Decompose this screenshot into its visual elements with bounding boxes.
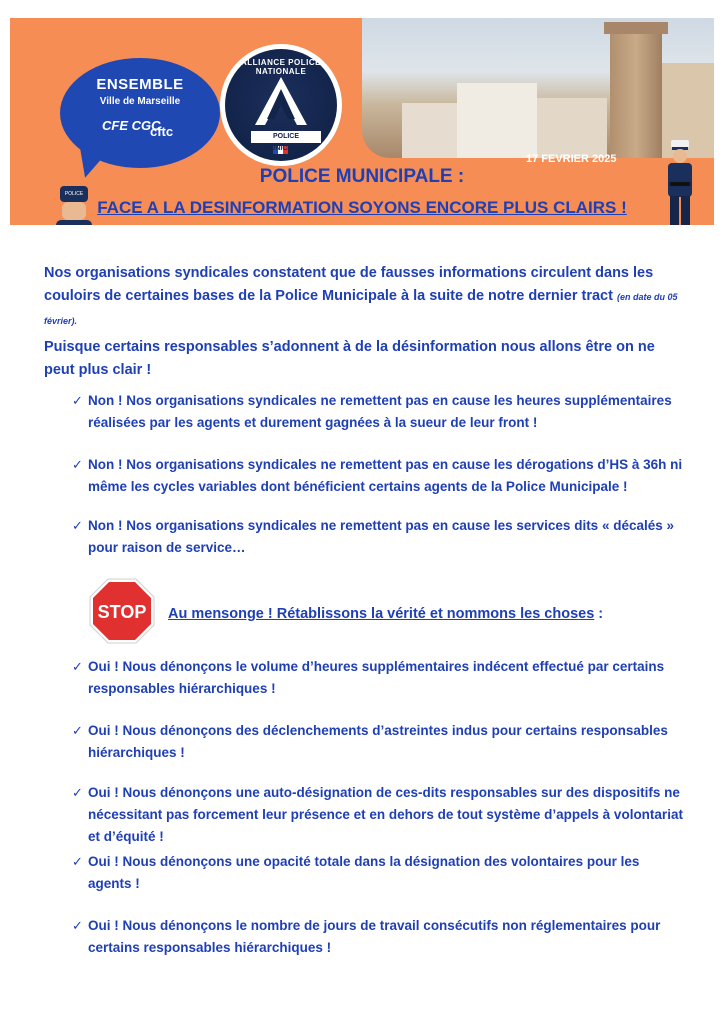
intro-text-1: Nos organisations syndicales constatent que de fausses informations circulent dans les couloirs de certaines bases de la Police Municipale à la suite de notre dernier tract	[44, 265, 654, 304]
cfe-cgc-logo: CFE CGC	[102, 118, 161, 133]
marseille-photo	[362, 18, 714, 158]
list-item-text: Oui ! Nous dénonçons le nombre de jours de travail consécutifs non réglementaires pour certains responsables hiérarchiques !	[88, 918, 661, 955]
fort-tower	[610, 30, 662, 158]
stop-heading-text: Au mensonge ! Rétablissons la vérité et nommons les choses	[168, 606, 595, 622]
check-icon: ✓	[72, 785, 83, 800]
list-item-text: Oui ! Nous dénonçons le volume d’heures supplémentaires indécent effectué par certains responsables hiérarchiques !	[88, 659, 665, 696]
police-officer-icon	[660, 140, 700, 225]
check-icon: ✓	[72, 918, 83, 933]
cftc-logo: cftc	[150, 124, 174, 139]
page-subtitle: FACE A LA DESINFORMATION SOYONS ENCORE PLUS CLAIRS !	[97, 198, 627, 217]
check-icon: ✓	[72, 659, 83, 674]
header-banner	[10, 18, 714, 225]
ensemble-bubble	[60, 58, 220, 168]
list-item-text: Oui ! Nous dénonçons des déclenchements d’astreintes indus pour certains responsables hiérarchiques !	[88, 723, 668, 760]
intro-paragraph-2: Puisque certains responsables s’adonnent à de la désinformation nous allons être on ne peut plus clair !	[44, 339, 655, 378]
check-icon: ✓	[72, 457, 83, 472]
list-item-text: Oui ! Nous dénonçons une opacité totale dans la désignation des volontaires pour les agents !	[88, 854, 640, 891]
intro-date-note: (en date du 05 février).	[44, 292, 678, 326]
stop-heading-colon: :	[594, 606, 604, 622]
bubble-title: ENSEMBLE	[96, 76, 184, 93]
alliance-badge	[220, 44, 342, 166]
page-title: POLICE MUNICIPALE :	[259, 166, 465, 187]
check-icon: ✓	[72, 518, 83, 533]
badge-ring-text: ALLIANCE POLICE NATIONALE	[241, 58, 321, 76]
stop-sign-text: STOP	[97, 602, 147, 622]
badge-label: POLICE MUNICIPALE	[251, 131, 321, 143]
list-item-text: Oui ! Nous dénonçons une auto-désignation de ces-dits responsables sur des dispositifs ne nécessitant pas forcement leur présence et en dehors de tout système d’appels à volontariat et d’équité !	[88, 785, 683, 844]
stop-heading	[168, 606, 603, 622]
date-label: 17 FEVRIER 2025	[526, 153, 617, 165]
list-item-text: Non ! Nos organisations syndicales ne remettent pas en cause les dérogations d’HS à 36h ni même les cycles variables dont bénéficient certains agents de la Police Municipale !	[88, 457, 683, 494]
list-item-text: Non ! Nos organisations syndicales ne remettent pas en cause les heures supplémentaires réalisées par les agents et durement gagnées à la sueur de leur front !	[88, 393, 672, 430]
intro-paragraph-1	[44, 262, 680, 333]
avatar-label: POLICE	[64, 191, 84, 197]
check-icon: ✓	[72, 393, 83, 408]
check-icon: ✓	[72, 723, 83, 738]
list-item-text: Non ! Nos organisations syndicales ne remettent pas en cause les services dits « décalés » pour raison de service…	[88, 518, 674, 555]
check-icon: ✓	[72, 854, 83, 869]
stop-sign-icon	[89, 578, 155, 644]
bubble-subtitle: Ville de Marseille	[99, 96, 181, 107]
